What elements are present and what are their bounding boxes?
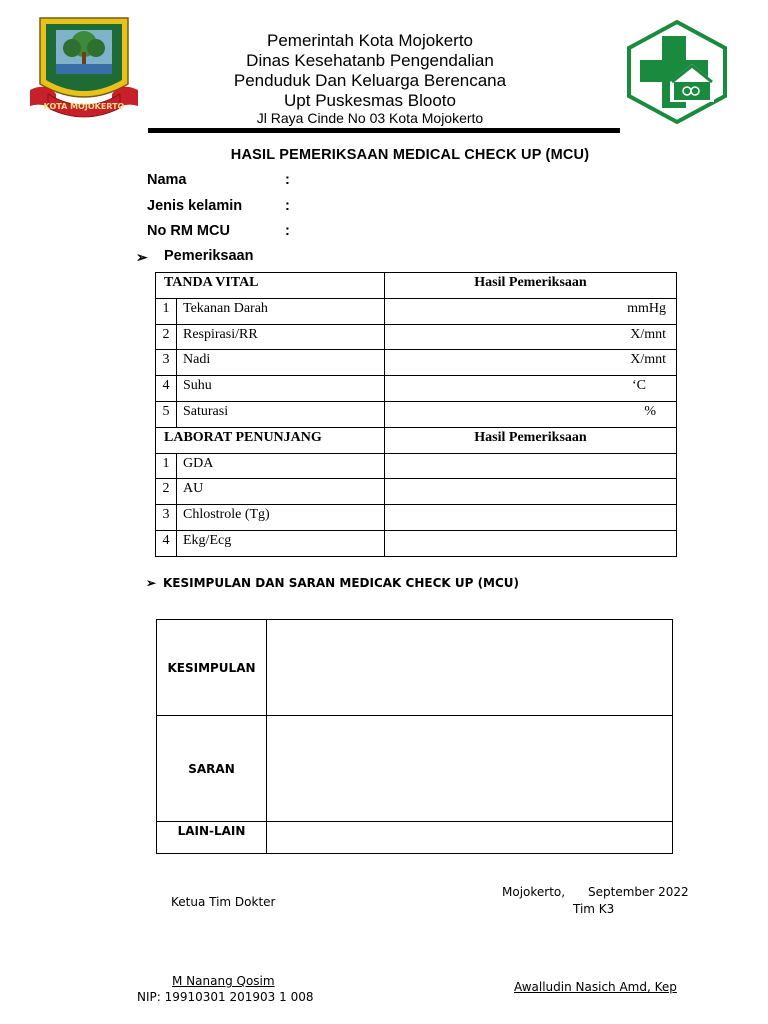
- header-line-2: Dinas Kesehatanb Pengendalian: [246, 51, 494, 70]
- row-unit: ‘C: [385, 376, 677, 402]
- table-row: [156, 479, 677, 505]
- row-unit: X/mnt: [385, 350, 677, 376]
- signature-place: Mojokerto,: [502, 885, 566, 899]
- table-row: [156, 505, 677, 531]
- table-row: [156, 530, 677, 556]
- row-result: [385, 530, 677, 556]
- lain-lain-label: LAIN-LAIN: [157, 822, 267, 854]
- row-result: [385, 479, 677, 505]
- row-number: 2: [156, 479, 177, 505]
- header-line-4: Upt Puskesmas Blooto: [284, 91, 456, 110]
- row-number: 3: [156, 350, 177, 376]
- kesimpulan-value: [267, 620, 673, 716]
- table-row: [156, 453, 677, 479]
- table-row: [156, 350, 677, 376]
- header-divider: [148, 128, 620, 133]
- examination-table: [155, 272, 677, 557]
- row-name: Tekanan Darah: [177, 298, 385, 324]
- row-name: Suhu: [177, 376, 385, 402]
- table-row: [156, 401, 677, 427]
- table-row: [156, 427, 677, 453]
- table-row: [157, 620, 673, 716]
- signature-right-name: Awalludin Nasich Amd, Kep: [514, 980, 677, 994]
- field-jenis-kelamin-label: Jenis kelamin: [147, 198, 243, 214]
- header-line-3: Penduduk Dan Keluarga Berencana: [233, 71, 507, 90]
- signature-left-title: Ketua Tim Dokter: [171, 895, 276, 909]
- row-number: 1: [156, 453, 177, 479]
- signature-left-name: M Nanang Qosim: [172, 974, 275, 988]
- vital-result-header: Hasil Pemeriksaan: [385, 273, 677, 299]
- kesimpulan-label: KESIMPULAN: [157, 620, 267, 716]
- row-name: Nadi: [177, 350, 385, 376]
- table-row: [156, 298, 677, 324]
- vital-header: TANDA VITAL: [156, 273, 385, 299]
- row-number: 2: [156, 324, 177, 350]
- row-name: Ekg/Ecg: [177, 530, 385, 556]
- row-name: Respirasi/RR: [177, 324, 385, 350]
- row-unit: mmHg: [385, 298, 677, 324]
- lab-result-header: Hasil Pemeriksaan: [385, 427, 677, 453]
- table-row: [156, 273, 677, 299]
- field-nama-label: Nama: [147, 172, 187, 188]
- saran-value: [267, 716, 673, 822]
- section-pemeriksaan-label: Pemeriksaan: [164, 248, 254, 264]
- row-name: Saturasi: [177, 401, 385, 427]
- signature-left-nip: NIP: 19910301 201903 1 008: [137, 990, 314, 1004]
- row-name: GDA: [177, 453, 385, 479]
- field-no-rm-label: No RM MCU: [147, 223, 230, 239]
- row-result: [385, 505, 677, 531]
- kota-mojokerto-seal-logo: [26, 14, 142, 118]
- table-row: [156, 376, 677, 402]
- row-unit: X/mnt: [385, 324, 677, 350]
- header-line-1: Pemerintah Kota Mojokerto: [267, 31, 473, 50]
- row-number: 4: [156, 530, 177, 556]
- row-unit: %: [385, 401, 677, 427]
- arrow-bullet-icon: ➢: [136, 249, 148, 265]
- table-row: [156, 324, 677, 350]
- row-result: [385, 453, 677, 479]
- signature-date: September 2022: [588, 885, 689, 899]
- row-number: 3: [156, 505, 177, 531]
- document-title: HASIL PEMERIKSAAN MEDICAL CHECK UP (MCU): [230, 147, 590, 163]
- field-no-rm-colon: :: [285, 223, 290, 239]
- row-name: AU: [177, 479, 385, 505]
- header-address: Jl Raya Cinde No 03 Kota Mojokerto: [256, 110, 484, 126]
- field-jenis-kelamin-colon: :: [285, 198, 290, 214]
- row-number: 1: [156, 298, 177, 324]
- puskesmas-logo: [626, 20, 728, 124]
- conclusion-table: [156, 619, 673, 854]
- lab-header: LABORAT PENUNJANG: [156, 427, 385, 453]
- row-number: 5: [156, 401, 177, 427]
- table-row: [157, 716, 673, 822]
- field-nama-colon: :: [285, 172, 290, 188]
- row-name: Chlostrole (Tg): [177, 505, 385, 531]
- section-kesimpulan-label: KESIMPULAN DAN SARAN MEDICAK CHECK UP (MCU): [163, 576, 520, 590]
- lain-lain-value: [267, 822, 673, 854]
- svg-text:KOTA MOJOKERTO: KOTA MOJOKERTO: [43, 102, 125, 111]
- table-row: [157, 822, 673, 854]
- arrow-bullet-icon: ➢: [146, 576, 157, 590]
- saran-label: SARAN: [157, 716, 267, 822]
- row-number: 4: [156, 376, 177, 402]
- signature-right-title: Tim K3: [573, 902, 615, 916]
